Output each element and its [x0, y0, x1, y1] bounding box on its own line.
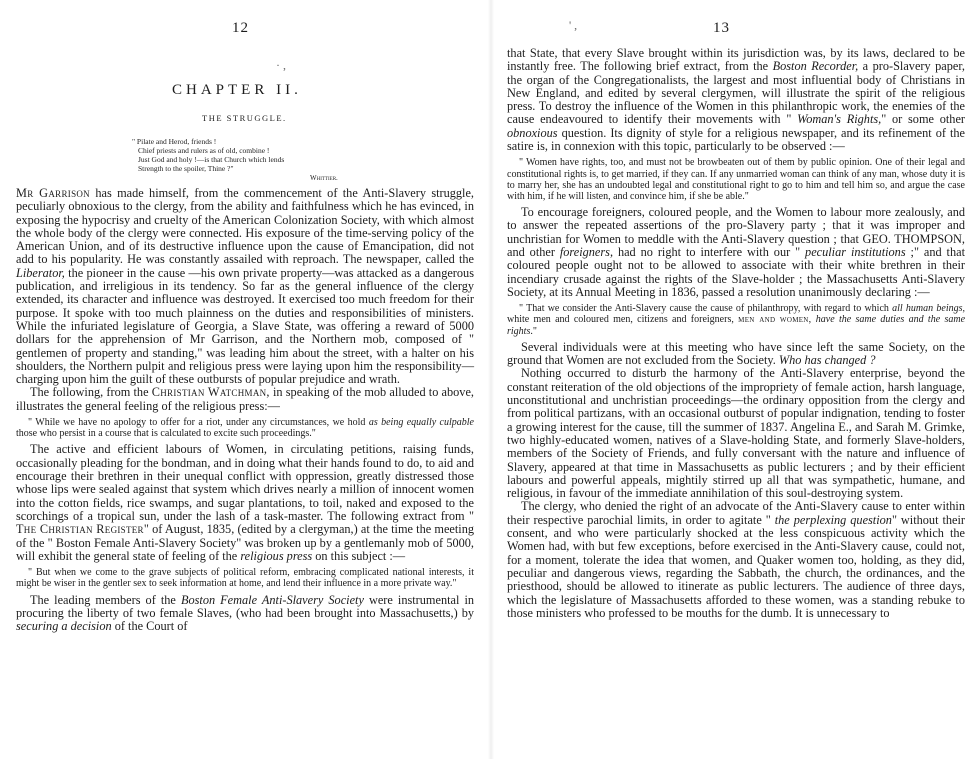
- smallcaps-run: Christian Watchman,: [151, 385, 270, 400]
- text-run: .": [530, 325, 537, 337]
- right-page: [505, 0, 967, 759]
- epigraph-line: " Pilate and Herod, friends !: [132, 137, 217, 146]
- text-run: were instrumental in procuring the liberty of two female Slaves, (who had been brought into Massachusetts,) by: [16, 592, 475, 620]
- paragraph: [16, 386, 474, 413]
- text-run: The clergy, who denied the right of an advocate of the Anti-Slavery cause to enter within their respective parochial limits, in order to agitate ": [507, 499, 965, 527]
- paragraph: [507, 47, 965, 153]
- page-number-left: 12: [232, 20, 249, 36]
- text-run: those who persist in a course that is calculated to excite such proceedings.": [16, 428, 316, 440]
- block-quote: " But when we come to the grave subjects of political reform, embracing complicated national interests, it might be wiser in the gentler sex to seek information at home, and lend their influence in a more private way.": [16, 567, 474, 590]
- italic-run: religious press: [240, 548, 313, 563]
- lead-name: Mr Garrison: [16, 186, 90, 200]
- italic-run: Boston Recorder,: [772, 59, 859, 74]
- paragraph: [507, 341, 965, 368]
- italic-run: Who has changed ?: [778, 353, 876, 368]
- ink-marks-right: ' ,: [569, 18, 578, 32]
- text-run: had no right to interfere with our ": [613, 245, 806, 260]
- page-number-right: 13: [713, 20, 730, 36]
- text-run: " or some other: [881, 112, 965, 127]
- block-quote: [507, 303, 965, 337]
- italic-run: the perplexing question: [774, 512, 892, 527]
- text-run: has made himself, from the commencement of the Anti-Slavery struggle, peculiarly obnoxious to the clergy, from the ability and faithfulness which he has evinced, in exposing the hypocrisy and cruelty of the American Colonization Society, with which almost the whole body of the clergy were connected. His exposure of the time-serving policy of the American Union, and of its destructive influence upon the cause of Emancipation, did not add to his popularity. He was constantly assailed with reproach. The newspaper, called the: [16, 186, 475, 267]
- italic-run: Woman's Rights,: [797, 112, 882, 127]
- paragraph: [16, 187, 474, 386]
- text-run: Several individuals were at this meeting who have since left the same Society, on the ground that Women are not excluded from the Society.: [507, 339, 965, 368]
- text-run: the pioneer in the cause —his own private property—was attacked as a dangerous publication, and irreligious in its tendency. So far as the general influence of the clergy extended, its character and influence was destroyed. It exercised too much freedom for their purpose. It spoke with too much plainness on the duties and responsibilities of ministers. While the infuriated legislature of Georgia, a Slave State, was offering a reward of 5000 dollars for the apprehension of Mr Garrison, and the Northern mob, composed of " gentlemen of property and standing," was leading him about the street, with a halter on his shoulders, the Northern pulpit and religious press were laying upon him the responsibility—charging upon him the guilt of these outbursts of popular prejudice and wrath.: [16, 265, 474, 387]
- smallcaps-run: The Christian Register: [16, 522, 144, 537]
- text-run: a pro-Slavery paper, the organ of the Congregationalists, the largest and most influential body of Christians in New England, and edited by several clergymen, will illustrate the spirit of the religious press. To destroy the influence of the Women in this philanthropic work, the enemies of the cause endeavoured to identify their movements with ": [507, 59, 965, 127]
- italic-run: all human beings,: [892, 303, 966, 315]
- left-body-text: [16, 187, 474, 633]
- text-run: The active and efficient labours of Women, in circulating petitions, raising funds, occasionally pleading for the bondman, and in doing what their hands found to do, to aid and encourage their brethren in their unequal conflict with oppression, greatly distressed those whose lips were sealed against that system which drives nearly a million of innocent women into the cotton fields, rice swamps, and sugar plantations, to toil, naked and exposed to the scorchings of a tropical sun, under the lash of a task-master. The following extract from ": [16, 442, 474, 523]
- text-run: of the Court of: [111, 619, 188, 634]
- smallcaps-run: men and women,: [738, 314, 812, 326]
- italic-run: Boston Female Anti-Slavery Society: [180, 592, 364, 607]
- text-run: in speaking of the mob alluded to above, illustrates the general feeling of the religious press:—: [16, 385, 474, 413]
- text-run: To encourage foreigners, coloured people, and the Women to labour more zealously, and to answer the repeated assertions of the pro-Slavery party ; that it was improper and unchristian for Women to meddle with the Anti-Slavery question ; that GEO. THOMPSON, and other: [507, 205, 965, 260]
- chapter-title: CHAPTER II.: [172, 82, 302, 98]
- italic-run: obnoxious: [507, 125, 558, 140]
- italic-run: securing a decision: [16, 619, 112, 634]
- paragraph: [507, 206, 965, 299]
- text-run: on this subject :—: [312, 548, 406, 563]
- paragraph: [507, 500, 965, 620]
- text-run: " of August, 1835, (edited by a clergyman,) at the time the meeting of the " Boston Female Anti-Slavery Society" was broken up by a gentlemanly mob of 5000, will exhibit the general state of feeling of the: [16, 522, 474, 563]
- block-quote: [16, 417, 474, 439]
- italic-run: have the same duties and the same rights: [507, 314, 966, 337]
- italic-run: foreigners,: [559, 245, 614, 260]
- epigraph-attribution: Whittier.: [310, 174, 338, 182]
- epigraph-line: Just God and holy !—is that Church which lends: [138, 155, 285, 164]
- paragraph: [16, 443, 474, 563]
- italic-run: peculiar institutions: [805, 245, 906, 260]
- paragraph: Nothing occurred to disturb the harmony of the Anti-Slavery enterprise, beyond the constant reiteration of the old objections of the impropriety of female action, harsh language, unconstitutional and unchristian proceedings—the ordinary opposition from the clergy and from political partizans, with an occasional outburst of popular indignation, tending to foster a growing interest for the cause, till the summer of 1837. Angelina E., and Sarah M. Grimke, two highly-educated women, natives of a Slave-holding State, and formerly Slave-holders, members of the Society of Friends, and fully conversant with the nature and influence of Slavery, appeared at that time in Massachusetts as public lecturers ; and by their efficient labours and powerful appeals, mightily stirred up all that was sympathetic, humane, and religious, in favour of the immediate annihilation of this soul-destroying system.: [507, 366, 965, 501]
- italic-run: Liberator,: [16, 265, 65, 280]
- text-run: question. Its dignity of style for a religious newspaper, and its refinement of the satire is, in connexion with this topic, particularly to be observed :—: [507, 125, 965, 154]
- epigraph: [132, 137, 372, 183]
- epigraph-line: Chief priests and rulers as of old, combine !: [138, 146, 270, 155]
- text-run: white men and coloured men, citizens and foreigners,: [507, 314, 739, 326]
- text-run: " While we have no apology to offer for a riot, under any circumstances, we hold: [28, 417, 369, 429]
- right-body-text: [507, 47, 965, 620]
- text-run: The following, from the: [30, 385, 152, 400]
- paragraph: [16, 594, 474, 634]
- epigraph-line: Strength to the spoiler, Thine ?": [138, 164, 234, 173]
- text-run: ;" and that coloured people ought not to be allowed to associate with their white brethren in their incendiary crusade against the rights of the Slave-holder ; the Massachusetts Anti-Slavery Society, at its Annual Meeting in 1836, passed a resolution unanimously declaring :—: [507, 245, 965, 299]
- chapter-subtitle: THE STRUGGLE.: [202, 113, 287, 123]
- italic-run: as being equally culpable: [368, 417, 474, 429]
- ink-marks-left: · ,: [276, 58, 286, 72]
- text-run: " without their consent, and who were particularly shocked at the less conspicuous activity which the Women had, with but few exceptions, before exercised in the Anti-Slavery cause, could not, for a moment, tolerate the idea that women, and Quaker women too, holding, as they did, peculiar and dangerous views, regarding the Sabbath, the church, the ordinances, and the priesthood, should be allowed to itinerate as public lecturers. The audience of three days, which the legislature of Massachusetts afforded to these women, was a standing rebuke to those ministers who professed to be mouths for the dumb. It is unnecessary to: [507, 512, 965, 620]
- text-run: " That we consider the Anti-Slavery cause the cause of philanthropy, with regard to which: [519, 303, 893, 315]
- left-page: [14, 0, 476, 759]
- book-gutter: [488, 0, 494, 759]
- block-quote: " Women have rights, too, and must not be browbeaten out of them by public opinion. One of their legal and constitutional rights is, to get married, if they can. If any unmarried woman can think of any man, whose duty it is to marry her, she has an undoubted legal and constitutional right to go to him and tell him so, and argue the case with him, if he will listen, and convince him, if she be able.": [507, 157, 965, 202]
- text-run: The leading members of the: [30, 592, 181, 607]
- text-run: that State, that every Slave brought within its jurisdiction was, by its laws, declared to be instantly free. The following brief extract, from the: [507, 46, 965, 74]
